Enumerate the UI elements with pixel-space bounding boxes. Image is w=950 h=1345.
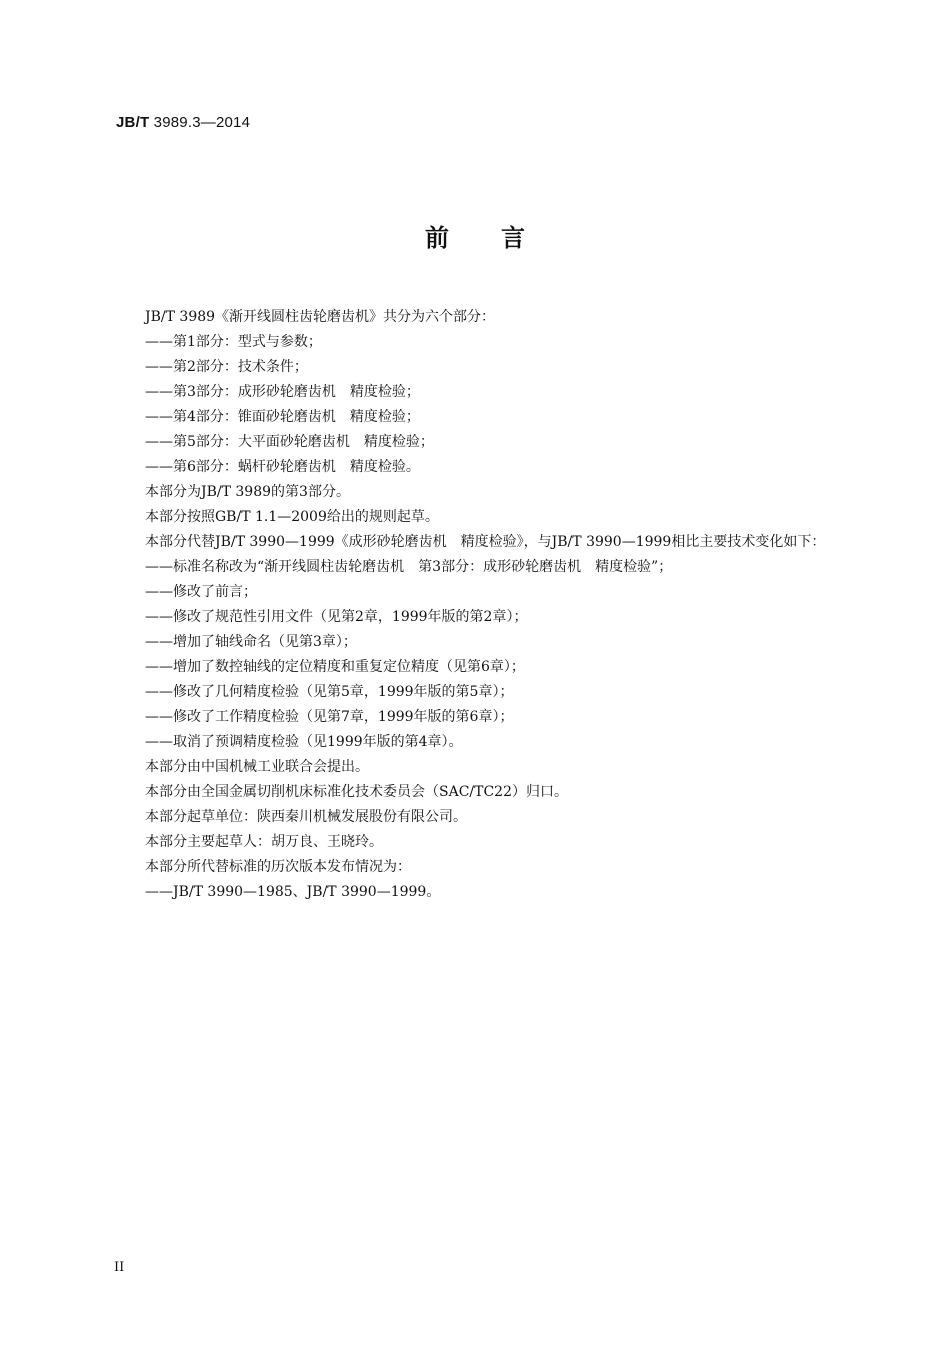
list-item: ——第3部分：成形砂轮磨齿机 精度检验； bbox=[145, 384, 420, 400]
paragraph: 本部分由中国机械工业联合会提出。 bbox=[145, 759, 369, 775]
standard-number-header bbox=[116, 114, 250, 131]
paragraph: 本部分由全国金属切削机床标准化技术委员会（SAC/TC22）归口。 bbox=[145, 784, 568, 800]
list-item: ——修改了工作精度检验（见第7章，1999年版的第6章）； bbox=[145, 709, 514, 725]
paragraph: JB/T 3989《渐开线圆柱齿轮磨齿机》共分为六个部分： bbox=[145, 309, 496, 325]
paragraph: 本部分为JB/T 3989的第3部分。 bbox=[145, 484, 350, 500]
list-item: ——第2部分：技术条件； bbox=[145, 359, 308, 375]
list-item: ——标准名称改为“渐开线圆柱齿轮磨齿机 第3部分：成形砂轮磨齿机 精度检验”； bbox=[145, 559, 673, 575]
list-item: ——增加了数控轴线的定位精度和重复定位精度（见第6章）； bbox=[145, 659, 525, 675]
page-number: II bbox=[114, 1260, 125, 1275]
paragraph: 本部分所代替标准的历次版本发布情况为： bbox=[145, 859, 411, 875]
standard-number: 3989.3—2014 bbox=[149, 114, 251, 131]
list-item: ——第4部分：锥面砂轮磨齿机 精度检验； bbox=[145, 409, 420, 425]
list-item: ——修改了前言； bbox=[145, 584, 257, 600]
paragraph: 本部分按照GB/T 1.1—2009给出的规则起草。 bbox=[145, 509, 439, 525]
foreword-body bbox=[116, 305, 864, 905]
list-item: ——第5部分：大平面砂轮磨齿机 精度检验； bbox=[145, 434, 434, 450]
paragraph: 本部分主要起草人：胡万良、王晓玲。 bbox=[145, 834, 383, 850]
paragraph: 本部分起草单位：陕西秦川机械发展股份有限公司。 bbox=[145, 809, 467, 825]
list-item: ——修改了几何精度检验（见第5章，1999年版的第5章）； bbox=[145, 684, 514, 700]
list-item: ——第1部分：型式与参数； bbox=[145, 334, 322, 350]
list-item: ——取消了预调精度检验（见1999年版的第4章）。 bbox=[145, 734, 463, 750]
list-item: ——修改了规范性引用文件（见第2章，1999年版的第2章）； bbox=[145, 609, 528, 625]
list-item: ——增加了轴线命名（见第3章）； bbox=[145, 634, 357, 650]
list-item: ——第6部分：蜗杆砂轮磨齿机 精度检验。 bbox=[145, 459, 420, 475]
paragraph: 本部分代替JB/T 3990—1999《成形砂轮磨齿机 精度检验》，与JB/T 3990—1999相比主要技术变化如下： bbox=[145, 534, 826, 550]
page-title: 前言 bbox=[425, 224, 577, 252]
list-item: ——JB/T 3990—1985、JB/T 3990—1999。 bbox=[145, 884, 441, 900]
standard-prefix: JB/T bbox=[116, 114, 150, 131]
